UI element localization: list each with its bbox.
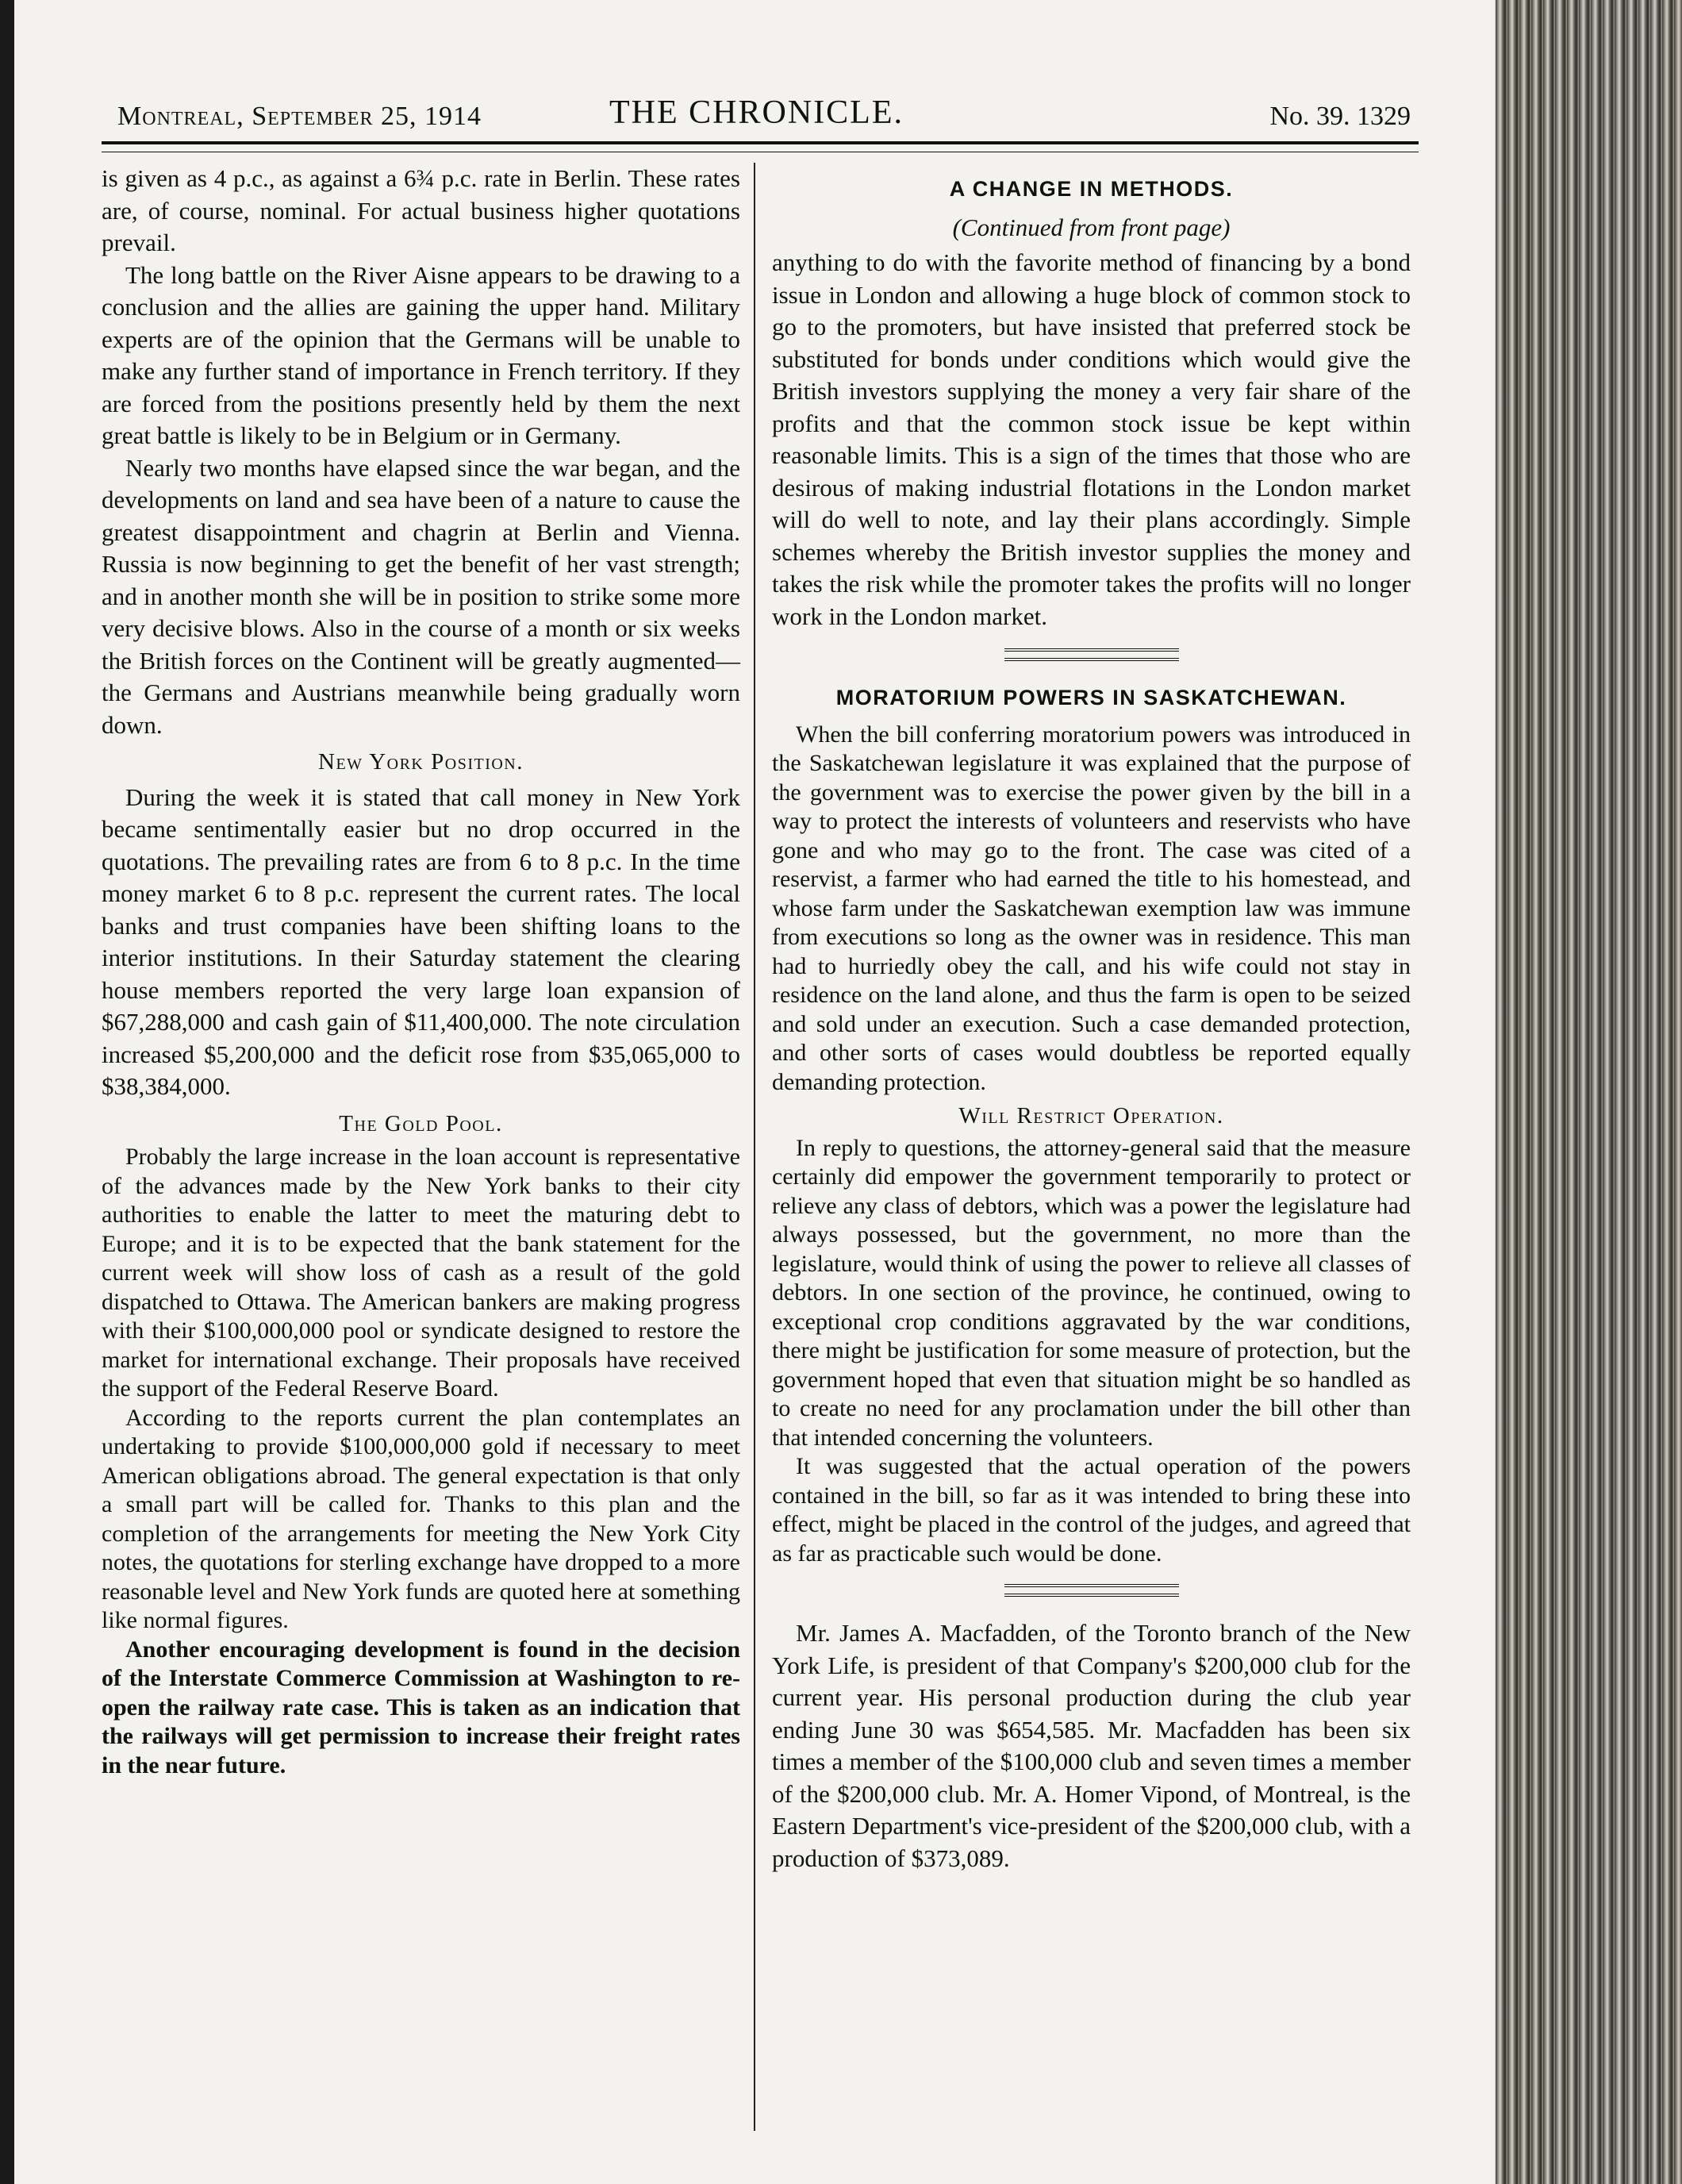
moratorium-block — [772, 721, 1411, 1569]
right-column — [772, 173, 1411, 1874]
header-rule — [102, 141, 1419, 152]
newspaper-page — [14, 0, 1494, 2184]
column-divider — [754, 163, 755, 2131]
dense-block — [102, 1143, 740, 1780]
section-divider — [1004, 1584, 1179, 1597]
subhead-new-york-position: New York Position. — [318, 749, 524, 775]
right-paragraph-3: In reply to questions, the attorney-general said that the measure certainly did empower the government temporarily to protect or relieve any class of debtors, which was a power the legislature had always possessed, but the government, no more than the legislature, would think of using the power to relieve all classes of debtors. In one section of the province, he continued, owing to exceptional crop conditions aggravated by the war conditions, there might be justification for some measure of protection, but the government hoped that even that situation might be so handled as to create no need for any proclamation under the bill other than that intended concerning the volunteers. — [772, 1134, 1411, 1451]
left-column — [102, 163, 740, 1780]
section-divider — [1004, 648, 1179, 661]
book-page-edges — [1496, 0, 1682, 2184]
left-paragraph-6: According to the reports current the plan contemplates an undertaking to provide $100,000,000 gold if necessary to meet American obligations abroad. The general expectation is that only a small part will be called for. Thanks to this plan and the completion of the arrangements for meeting the New York City notes, the quotations for sterling exchange have dropped to a more reasonable level and New York funds are quoted here at something like normal figures. — [102, 1404, 740, 1633]
article-title-moratorium: MORATORIUM POWERS IN SASKATCHEWAN. — [835, 686, 1347, 709]
header-masthead: THE CHRONICLE. — [609, 94, 904, 131]
page-header — [117, 94, 1411, 141]
left-paragraph-5: Probably the large increase in the loan account is representative of the advances made by the New York banks to their city authorities to enable the latter to meet the maturing debt to Europe; and it is to be expected that the bank statement for the current week will show loss of cash as a result of the gold dispatched to Ottawa. The American bankers are making progress with their $100,000,000 pool or syndicate designed to restore the market for international exchange. Their proposals have received the support of the Federal Reserve Board. — [102, 1144, 740, 1402]
subhead-gold-pool: The Gold Pool. — [339, 1110, 503, 1136]
left-paragraph-2: The long battle on the River Aisne appears to be drawing to a conclusion and the allies are gaining the upper hand. Military experts are of the opinion that the Germans will be unable to make any further stand of importance in French territory. If they are forced from the positions presently held by them the next great battle is likely to be in Belgium or in Germany. — [102, 260, 740, 449]
header-dateline: Montreal, September 25, 1914 — [117, 102, 482, 131]
page-gutter — [0, 0, 14, 2184]
left-paragraph-3: Nearly two months have elapsed since the war began, and the developments on land and sea have been of a nature to cause the greatest disappointment and chagrin at Berlin and Vienna. Russia is now beginning to get the benefit of her vast strength; and in another month she will be in position to strike some more very decisive blows. Also in the course of a month or six weeks the British forces on the Continent will be greatly augmented—the Germans and Austrians meanwhile being gradually worn down. — [102, 453, 740, 739]
article-title-change-in-methods: A CHANGE IN METHODS. — [949, 177, 1234, 201]
right-paragraph-5: Mr. James A. Macfadden, of the Toronto branch of the New York Life, is president of that Company's $200,000 club for the current year. His personal production during the club year ending June 30 was $654,585. Mr. Macfadden has been six times a member of the $100,000 club and seven times a member of the $200,000 club. Mr. A. Homer Vipond, of Montreal, is the Eastern Department's vice-president of the $200,000 club, with a production of $373,089. — [772, 1619, 1411, 1872]
right-paragraph-4: It was suggested that the actual operation of the powers contained in the bill, so far as it was intended to bring these into effect, might be placed in the control of the judges, and agreed that as far as practicable such would be done. — [772, 1453, 1411, 1567]
right-paragraph-2: When the bill conferring moratorium powers was introduced in the Saskatchewan legislature it was explained that the purpose of the government was to exercise the power given by the bill in a way to protect the interests of volunteers and reservists who have gone and who may go to the front. The case was cited of a reservist, a farmer who had earned the title to his homestead, and whose farm under the Saskatchewan exemption law was immune from executions so long as the owner was in residence. This man had to hurriedly obey the call, and his wife could not stay in residence on the land alone, and thus the farm is open to be seized and sold under an execution. Such a case demanded protection, and other sorts of cases would doubtless be reported equally demanding protection. — [772, 721, 1411, 1095]
header-issue-number: No. 39. 1329 — [1269, 102, 1411, 131]
left-paragraph-4: During the week it is stated that call money in New York became sentimentally easier but no drop occurred in the quotations. The prevailing rates are from 6 to 8 p.c. In the time money market 6 to 8 p.c. represent the current rates. The local banks and trust companies have been shifting loans to the interior institutions. In their Saturday statement the clearing house members reported the very large loan expansion of $67,288,000 and cash gain of $11,400,000. The note circulation increased $5,200,000 and the deficit rose from $35,065,000 to $38,384,000. — [102, 782, 740, 1100]
right-paragraph-1: anything to do with the favorite method of financing by a bond issue in London and allowing a huge block of common stock to go to the promoters, but have insisted that preferred stock be substituted for bonds under conditions which would give the British investors supplying the money a very fair share of the profits and that the common stock issue be kept within reasonable limits. This is a sign of the times that those who are desirous of making industrial flotations in the London market will do well to note, and lay their plans accordingly. Simple schemes whereby the British investor supplies the money and takes the risk while the promoter takes the profits will no longer work in the London market. — [772, 248, 1411, 630]
continued-note: (Continued from front page) — [952, 213, 1231, 241]
subhead-will-restrict: Will Restrict Operation. — [958, 1103, 1224, 1129]
left-paragraph-7: Another encouraging development is found in the decision of the Interstate Commerce Commission at Washington to re-open the railway rate case. This is taken as an indication that the railways will get permission to increase their freight rates in the near future. — [102, 1636, 740, 1778]
left-paragraph-1: is given as 4 p.c., as against a 6¾ p.c. rate in Berlin. These rates are, of course, nominal. For actual business higher quotations prevail. — [102, 164, 740, 256]
